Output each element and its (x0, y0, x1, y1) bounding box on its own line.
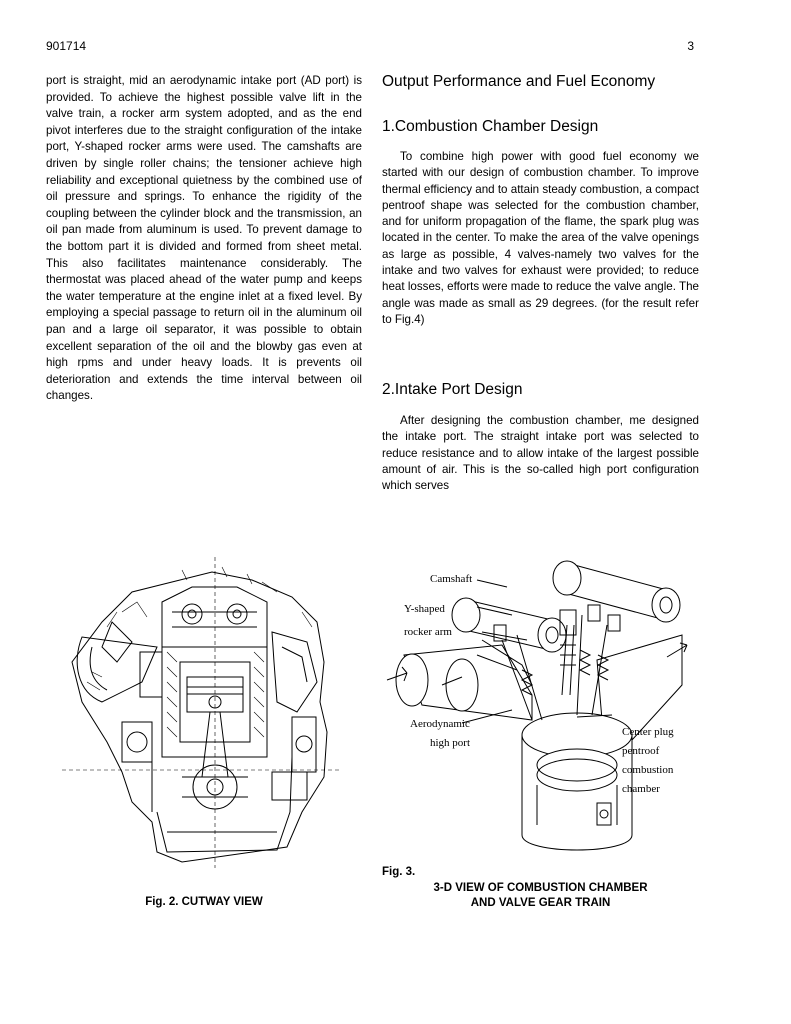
callout-chamber: chamber (622, 783, 660, 795)
combustion-chamber-text: To combine high power with good fuel economy we started with our design of combustion chamber. To improve thermal efficiency and to attain steady combustion, a compact pentroof shape was selected for the combustion chamber, and for uniform propagation of the flame, the spark plug was located in the center. To make the area of the valve openings as large as possible, 4 valves-namely two valves for the intake and two valves for exhaust were provided; to reduce heat losses, efforts were made to reduce the valve angle. The angle was made as small as 29 degrees. (for the result refer to Fig.4) (382, 150, 699, 326)
page-number: 3 (687, 39, 694, 53)
intake-port-text: After designing the combustion chamber, me designed the intake port. The straight intake port was selected to reduce resistance and to allow intake of the largest possible amount of air. This is the so-called high port configuration which serves (382, 414, 699, 493)
subsection-title-intake-port: 2.Intake Port Design (382, 381, 523, 398)
figure-2-caption: Fig. 2. CUTWAY VIEW (145, 896, 263, 908)
callout-camshaft: Camshaft (430, 573, 473, 585)
combustion-chamber-paragraph (382, 149, 699, 328)
intake-port-paragraph (382, 413, 699, 494)
figure-3-caption-line1: 3-D VIEW OF COMBUSTION CHAMBER (433, 882, 648, 894)
figure-3-caption-line2: AND VALVE GEAR TRAIN (470, 897, 611, 909)
document-id: 901714 (46, 39, 87, 53)
left-column-paragraph: port is straight, mid an aerodynamic intake port (AD port) is provided. To achieve the highest possible valve lift in the valve train, a rocker arm system adopted, and as the end pivot interferes due to the straight configuration of the intake port, Y-shaped rocker arms were used. The camshafts are driven by single roller chains; the tensioner achieve high reliability and exceptional quietness by the combined use of oil pressure and springs. To enhance the rigidity of the coupling between the cylinder block and the transmission, an oil pan made from aluminum is used. To prevent damage to the bottom part it is divided and formed from sheet metal. This also facilitates maintenance considerably. The thermostat was placed ahead of the water pump and keeps the water temperature at the engine inlet at a fixed level. By employing a special passage to return oil in the aluminum oil pan and a large oil separator, it was possible to obtain excellent separation of the oil and the blowby gas even at high rpms and under heavy loads. It is prevents oil deterioration and extends the time interval between oil changes. (46, 74, 362, 403)
figure-2-engine-cutaway (62, 552, 352, 870)
figure-3-combustion-chamber (382, 545, 700, 865)
callout-y-shaped: Y-shaped (404, 603, 445, 615)
callout-center-plug: Center plug (622, 726, 674, 738)
figure-3-caption (382, 881, 699, 911)
section-title: Output Performance and Fuel Economy (382, 73, 656, 90)
callout-pentroof: pentroof (622, 745, 660, 757)
combustion-chamber-drawing (382, 545, 700, 865)
callout-combustion: combustion (622, 764, 674, 776)
engine-cutaway-drawing (62, 552, 352, 870)
callout-rocker-arm: rocker arm (404, 626, 452, 638)
figure-3-label: Fig. 3. (382, 866, 416, 878)
callout-high-port: high port (430, 737, 471, 749)
subsection-title-combustion-chamber: 1.Combustion Chamber Design (382, 118, 599, 135)
callout-aerodynamic: Aerodynamic (410, 718, 470, 730)
